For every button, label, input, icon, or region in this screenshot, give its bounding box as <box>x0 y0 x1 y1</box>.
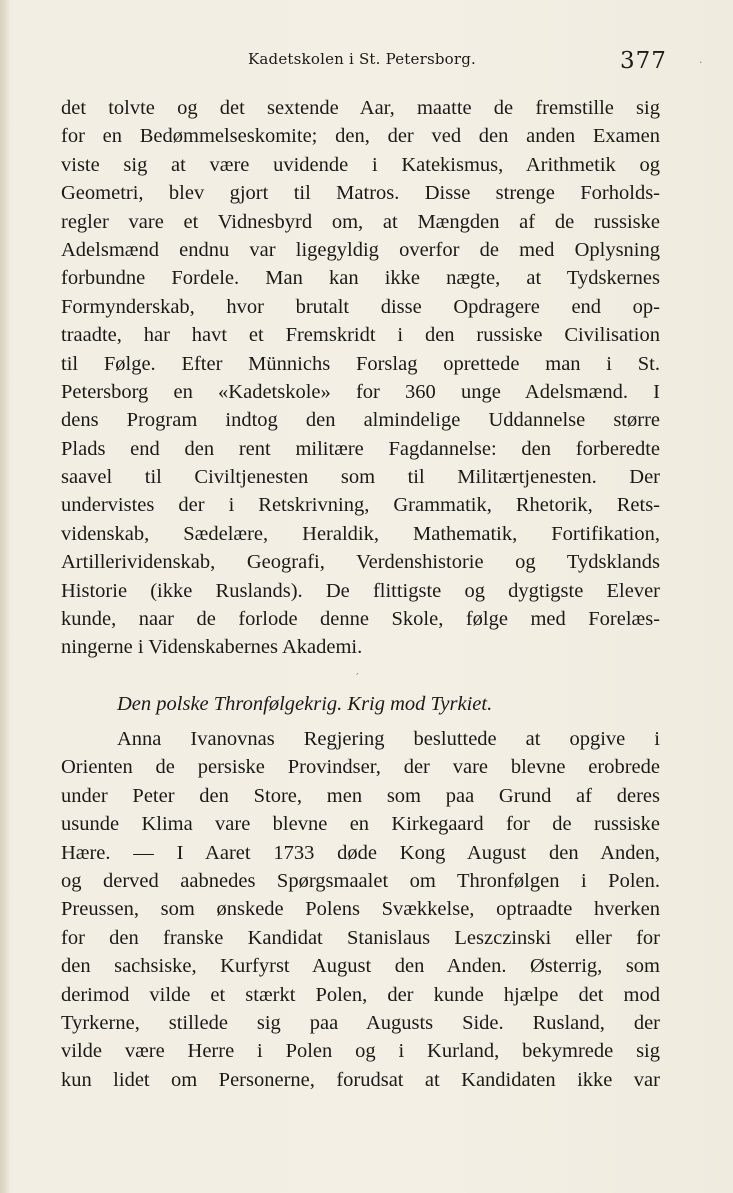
section-heading: Den polske Thronfølgekrig. Krig mod Tyrkiet. <box>117 693 493 715</box>
text-line: Petersborg en «Kadetskole» for 360 unge Adelsmænd. I <box>61 380 660 403</box>
text-line: for en Bedømmelseskomite; den, der ved den anden Examen <box>61 125 660 148</box>
text-line: Anna Ivanovnas Regjering besluttede at opgive i <box>117 728 660 750</box>
text-line: Geometri, blev gjort til Matros. Disse strenge Forholds- <box>61 182 660 205</box>
text-line: derimod vilde et stærkt Polen, der kunde hjælpe det mod <box>61 983 660 1006</box>
text-line: til Følge. Efter Münnichs Forslag oprettede man i St. <box>61 352 660 375</box>
text-line: den sachsiske, Kurfyrst August den Anden. Østerrig, som <box>61 955 660 978</box>
text-line: Orienten de persiske Provindser, der vare blevne erobrede <box>61 756 660 779</box>
text-line: dens Program indtog den almindelige Uddannelse større <box>61 409 660 432</box>
text-line: det tolvte og det sextende Aar, maatte de fremstille sig <box>61 97 660 119</box>
text-line: under Peter den Store, men som paa Grund af deres <box>61 784 660 807</box>
speck-mark: ˊ <box>354 672 360 685</box>
text-line: Preussen, som ønskede Polens Svækkelse, optraadte hverken <box>61 898 660 921</box>
text-line: for den franske Kandidat Stanislaus Leszczinski eller for <box>61 926 660 949</box>
text-line: saavel til Civiltjenesten som til Militærtjenesten. Der <box>61 466 660 489</box>
text-line: Historie (ikke Ruslands). De flittigste og dygtigste Elever <box>61 579 660 602</box>
text-line: videnskab, Sædelære, Heraldik, Mathematik, Fortifikation, <box>61 522 660 545</box>
text-line: Adelsmænd endnu var ligegyldig overfor de med Oplysning <box>61 238 660 261</box>
text-line: undervistes der i Retskrivning, Grammatik, Rhetorik, Rets- <box>61 494 660 517</box>
page-number: 377 <box>620 48 667 74</box>
paragraph-1 <box>61 94 660 662</box>
text-line: regler vare et Vidnesbyrd om, at Mængden af de russiske <box>61 210 660 233</box>
text-line: Formynderskab, hvor brutalt disse Opdragere end op- <box>61 295 660 318</box>
text-line: Hære. — I Aaret 1733 døde Kong August den Anden, <box>61 841 660 864</box>
spine-shadow <box>0 0 10 1193</box>
text-line: ningerne i Videnskabernes Akademi. <box>61 636 363 659</box>
text-line: viste sig at være uvidende i Katekismus, Arithmetik og <box>61 153 660 176</box>
running-head: Kadetskolen i St. Petersborg. <box>248 50 477 68</box>
text-line: Artillerividenskab, Geografi, Verdenshistorie og Tydsklands <box>61 551 660 574</box>
text-line: vilde være Herre i Polen og i Kurland, bekymrede sig <box>61 1040 660 1063</box>
text-line: Tyrkerne, stillede sig paa Augusts Side. Rusland, der <box>61 1011 660 1034</box>
speck-mark: · <box>699 56 703 69</box>
text-line: forbundne Fordele. Man kan ikke nægte, at Tydskernes <box>61 267 660 290</box>
text-line: og derved aabnedes Spørgsmaalet om Thronfølgen i Polen. <box>61 869 660 892</box>
paragraph-2 <box>61 725 660 1094</box>
text-line: traadte, har havt et Fremskridt i den russiske Civilisation <box>61 324 660 347</box>
text-line: Plads end den rent militære Fagdannelse: den forberedte <box>61 437 660 460</box>
text-line: kun lidet om Personerne, forudsat at Kandidaten ikke var <box>61 1068 660 1091</box>
text-line: usunde Klima vare blevne en Kirkegaard for de russiske <box>61 813 660 836</box>
text-line: kunde, naar de forlode denne Skole, følge med Forelæs- <box>61 608 660 631</box>
